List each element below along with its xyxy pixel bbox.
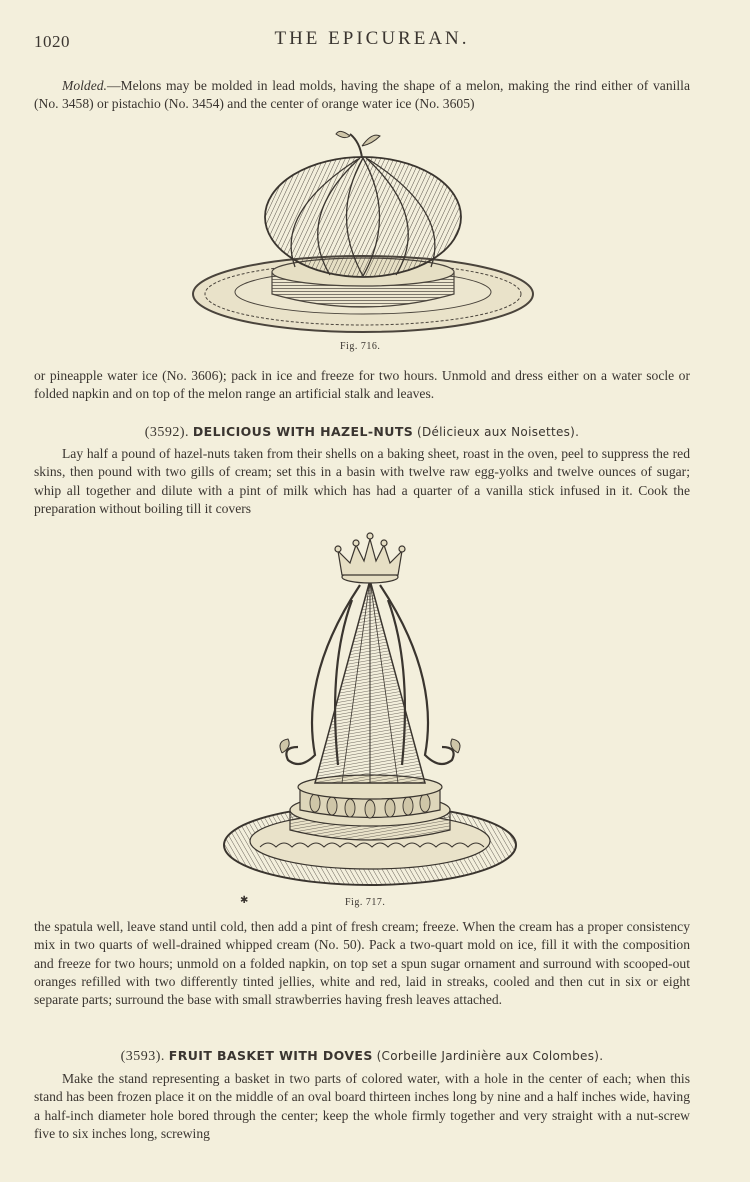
molded-text: —Melons may be molded in lead molds, having the shape of a melon, making the rind either of vanilla (No. 3458) or pistachio (No. 3454) and the center of orange water ice (No. 3605) xyxy=(34,78,690,112)
recipe-3592-french-title: (Délicieux aux Noisettes). xyxy=(416,425,580,439)
figure-716-caption: Fig. 716. xyxy=(340,341,381,352)
molded-lead: Molded. xyxy=(62,78,107,93)
figure-717-pyramid-illustration xyxy=(220,525,520,895)
molded-continued-paragraph: or pineapple water ice (No. 3606); pack in ice and freeze for two hours. Unmold and dress either on a water socle or folded napkin and on top of the melon range an artificial stalk and leaves. xyxy=(34,368,690,402)
molded-paragraph xyxy=(34,77,690,114)
recipe-3592-paragraph-1: Lay half a pound of hazel-nuts taken from their shells on a baking sheet, roast in the oven, peel to suppress the red skins, then pound with two gills of cream; set this in a basin with twelve raw egg-yolks and twelve ounces of sugar; whip all together and dilute with a pint of milk which has had a quarter of a vanilla stick infused in it. Cook the preparation without boiling till it covers xyxy=(34,446,690,516)
recipe-3592-paragraph-2: the spatula well, leave stand until cold, then add a pint of fresh cream; freeze. When the cream has a proper consistency mix in two quarts of well-drained whipped cream (No. 50). Pack a two-quart mold on ice, fill it with the composition and freeze for two hours; unmold on a folded napkin, on top set a spun sugar ornament and surround with scooped-out oranges refilled with two differently tinted jellies, white and red, laid in streaks, cooled and then cut in six or eight separate parts; surround the base with small strawberries having fresh leaves attached. xyxy=(34,919,690,1008)
recipe-3593-heading xyxy=(34,1048,690,1065)
recipe-3592-number: (3592). xyxy=(144,425,190,440)
recipe-3592-heading xyxy=(34,424,690,441)
recipe-3593-french-title: (Corbeille Jardinière aux Colombes). xyxy=(376,1049,604,1063)
figure-717-caption: Fig. 717. xyxy=(345,897,386,908)
page-number: 1020 xyxy=(34,32,70,51)
figure-717-asterisk-mark: ✱ xyxy=(240,895,249,906)
figure-716-melon-illustration xyxy=(190,122,540,337)
recipe-3593-title: FRUIT BASKET WITH DOVES xyxy=(168,1048,373,1063)
running-title: THE EPICUREAN. xyxy=(274,28,470,49)
recipe-3593-number: (3593). xyxy=(120,1049,165,1064)
page-header xyxy=(34,28,710,54)
recipe-3593-paragraph: Make the stand representing a basket in two parts of colored water, with a hole in the center of each; when this stand has been frozen place it on the middle of an oval board thirteen inches long by nine and a half inches wide, having a half-inch diameter hole bored through the center; keep the whole firmly together and very straight with a nut-screw five to six inches long, screwing xyxy=(34,1071,690,1141)
recipe-3592-title: DELICIOUS WITH HAZEL-NUTS xyxy=(192,424,414,439)
